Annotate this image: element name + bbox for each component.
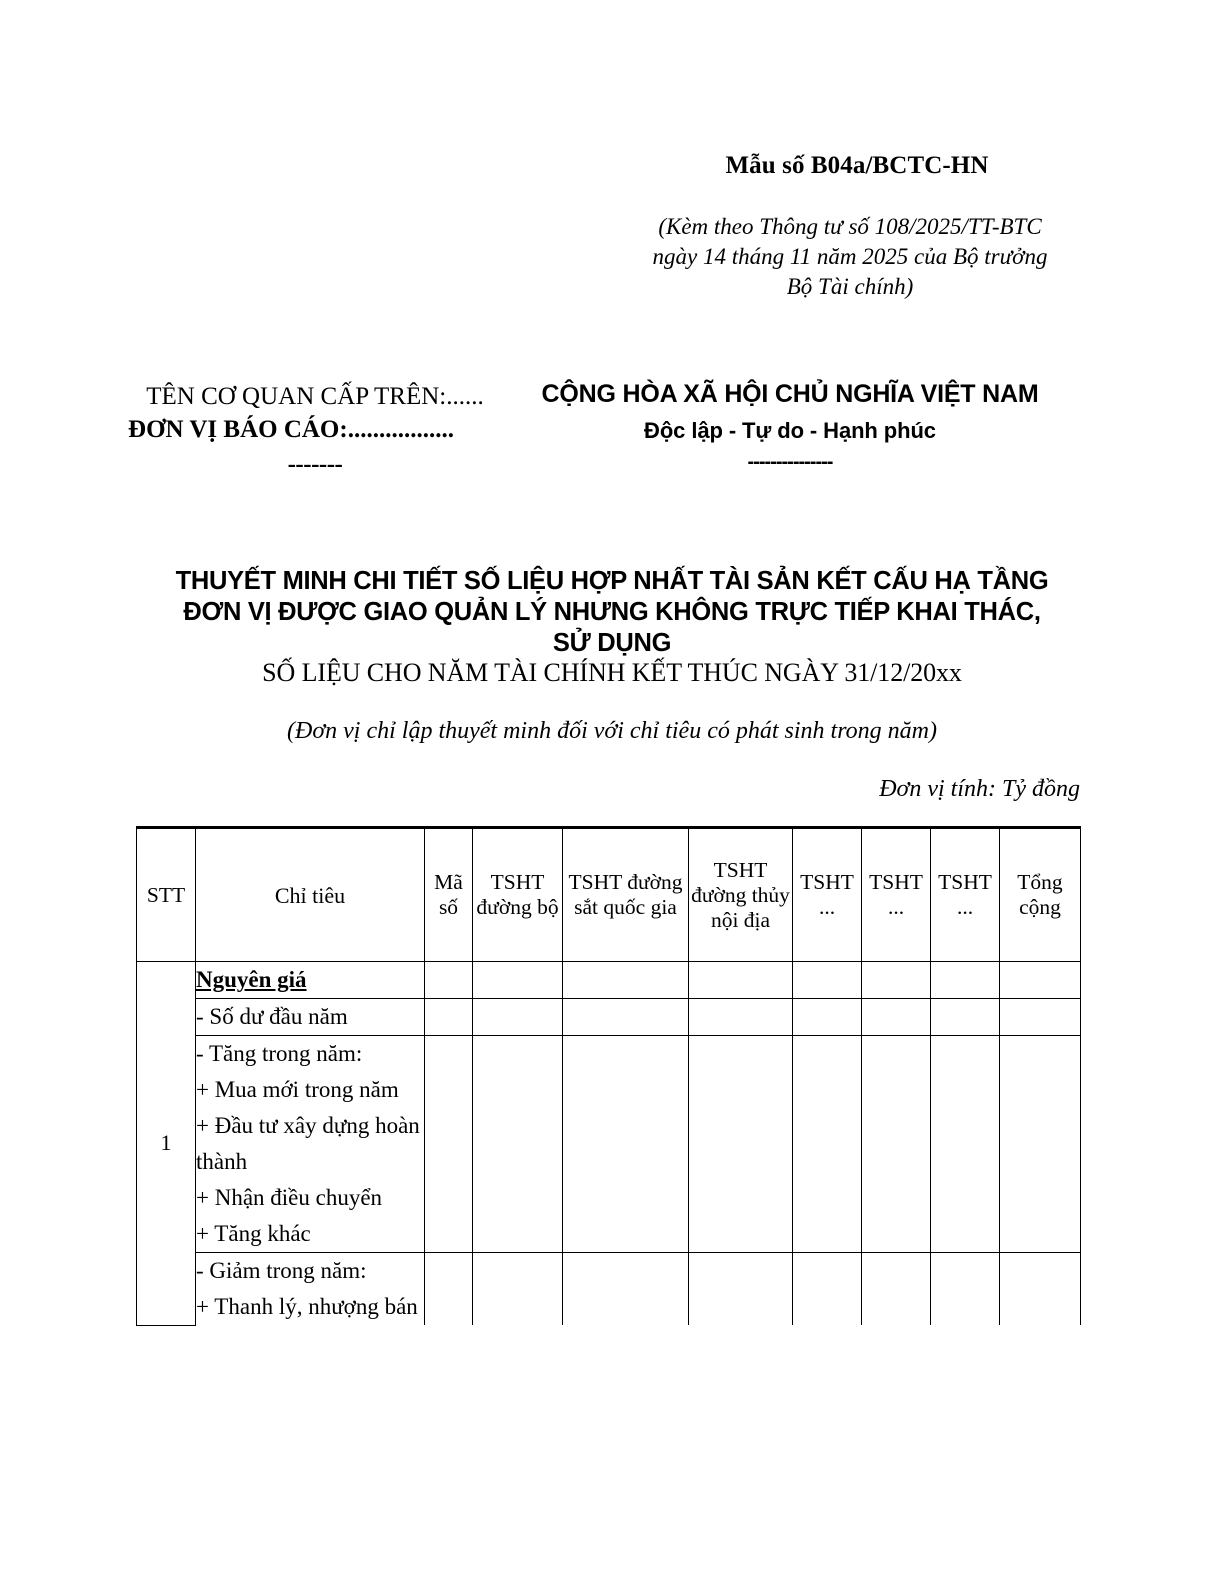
cell-waterway[interactable] — [689, 999, 793, 1036]
column-header-code: Mã số — [425, 828, 473, 962]
national-divider: --------------- — [747, 451, 833, 473]
national-title: CỘNG HÒA XÃ HỘI CHỦ NGHĨA VIỆT NAM — [541, 380, 1039, 408]
column-header-waterway: TSHT đường thủy nội địa — [689, 828, 793, 962]
circular-reference-line-1: (Kèm theo Thông tư số 108/2025/TT-BTC — [658, 214, 1042, 239]
column-header-other-3: TSHT ... — [931, 828, 1000, 962]
row-label-group-lines — [196, 1036, 424, 1252]
cell-total[interactable] — [1000, 999, 1081, 1036]
column-header-total: Tổng cộng — [1000, 828, 1081, 962]
column-header-road: TSHT đường bộ — [473, 828, 563, 962]
row-label-text: + Đầu tư xây dựng hoàn thành — [196, 1113, 420, 1174]
reporting-unit-label: ĐƠN VỊ BÁO CÁO:................. — [128, 416, 454, 443]
row-label-text: Nguyên giá — [196, 967, 307, 992]
row-label-group-lines — [196, 1253, 424, 1325]
cell-rail[interactable] — [563, 999, 689, 1036]
row-label-group — [196, 1253, 425, 1326]
row-label-text: + Thanh lý, nhượng bán — [196, 1294, 418, 1319]
cell-road[interactable] — [473, 1253, 563, 1326]
cell-total[interactable] — [1000, 1036, 1081, 1253]
cell-road[interactable] — [473, 962, 563, 999]
parent-agency-label: TÊN CƠ QUAN CẤP TRÊN:...... — [146, 383, 484, 410]
cell-other-3[interactable] — [931, 999, 1000, 1036]
row-label-text: - Số dư đầu năm — [196, 1004, 348, 1029]
cell-other-3[interactable] — [931, 1253, 1000, 1326]
cell-code[interactable] — [425, 1036, 473, 1253]
cell-other-3[interactable] — [931, 962, 1000, 999]
cell-total[interactable] — [1000, 962, 1081, 999]
cell-other-2[interactable] — [862, 1036, 931, 1253]
column-header-rail: TSHT đường sắt quốc gia — [563, 828, 689, 962]
page-title — [122, 566, 1102, 659]
cell-waterway[interactable] — [689, 1253, 793, 1326]
column-header-other-2: TSHT ... — [862, 828, 931, 962]
page-title-line-3: SỬ DỤNG — [552, 629, 672, 657]
cell-other-3[interactable] — [931, 1036, 1000, 1253]
cell-rail[interactable] — [563, 1253, 689, 1326]
page-bottom-clip — [0, 1426, 1224, 1584]
financial-table-wrapper — [136, 826, 1080, 1326]
form-code: Mẫu số B04a/BCTC-HN — [725, 152, 989, 179]
cell-other-1[interactable] — [793, 999, 862, 1036]
row-label — [196, 962, 425, 999]
unit-of-measure: Đơn vị tính: Tỷ đồng — [879, 776, 1080, 802]
cell-other-2[interactable] — [862, 999, 931, 1036]
cell-rail[interactable] — [563, 962, 689, 999]
cell-code[interactable] — [425, 1253, 473, 1326]
cell-waterway[interactable] — [689, 962, 793, 999]
circular-reference-line-2: ngày 14 tháng 11 năm 2025 của Bộ trưởng — [652, 244, 1048, 269]
cell-other-2[interactable] — [862, 1253, 931, 1326]
national-header-block — [500, 380, 1080, 474]
cell-total[interactable] — [1000, 1253, 1081, 1326]
row-label-text: - Tăng trong năm: — [196, 1041, 363, 1066]
table-body — [137, 962, 1081, 1326]
cell-other-2[interactable] — [862, 962, 931, 999]
row-label-text: + Nhận điều chuyển — [196, 1185, 383, 1210]
column-header-stt: STT — [137, 828, 196, 962]
table-row — [137, 962, 1081, 999]
table-row — [137, 1253, 1081, 1326]
row-label-text: + Tăng khác — [196, 1221, 311, 1246]
cell-other-1[interactable] — [793, 1036, 862, 1253]
table-row — [137, 999, 1081, 1036]
cell-other-1[interactable] — [793, 1253, 862, 1326]
cell-code[interactable] — [425, 962, 473, 999]
cell-road[interactable] — [473, 1036, 563, 1253]
row-label — [196, 999, 425, 1036]
row-label-group — [196, 1036, 425, 1253]
table-header-row — [137, 828, 1081, 962]
financial-table — [136, 826, 1081, 1326]
reporting-org-block — [128, 380, 490, 481]
cell-waterway[interactable] — [689, 1036, 793, 1253]
national-motto: Độc lập - Tự do - Hạnh phúc — [644, 418, 936, 443]
column-header-indicator: Chỉ tiêu — [196, 828, 425, 962]
cell-code[interactable] — [425, 999, 473, 1036]
cell-other-1[interactable] — [793, 962, 862, 999]
table-row — [137, 1036, 1081, 1253]
circular-reference — [600, 212, 1100, 302]
row-label-text: - Giảm trong năm: — [196, 1258, 367, 1283]
cell-rail[interactable] — [563, 1036, 689, 1253]
reporting-org-divider: ------- — [287, 451, 343, 478]
page-title-line-2: ĐƠN VỊ ĐƯỢC GIAO QUẢN LÝ NHƯNG KHÔNG TRỰC TIẾP KHAI THÁC, — [183, 598, 1041, 626]
page-title-line-1: THUYẾT MINH CHI TIẾT SỐ LIỆU HỢP NHẤT TÀI SẢN KẾT CẤU HẠ TẦNG — [175, 567, 1049, 595]
page-subtitle: SỐ LIỆU CHO NĂM TÀI CHÍNH KẾT THÚC NGÀY 31/12/20xx — [262, 658, 962, 687]
cell-road[interactable] — [473, 999, 563, 1036]
circular-reference-line-3: Bộ Tài chính) — [786, 274, 914, 299]
column-header-other-1: TSHT ... — [793, 828, 862, 962]
row-stt: 1 — [137, 962, 196, 1326]
row-label-text: + Mua mới trong năm — [196, 1077, 399, 1102]
page-note: (Đơn vị chỉ lập thuyết minh đối với chỉ tiêu có phát sinh trong năm) — [287, 718, 937, 744]
